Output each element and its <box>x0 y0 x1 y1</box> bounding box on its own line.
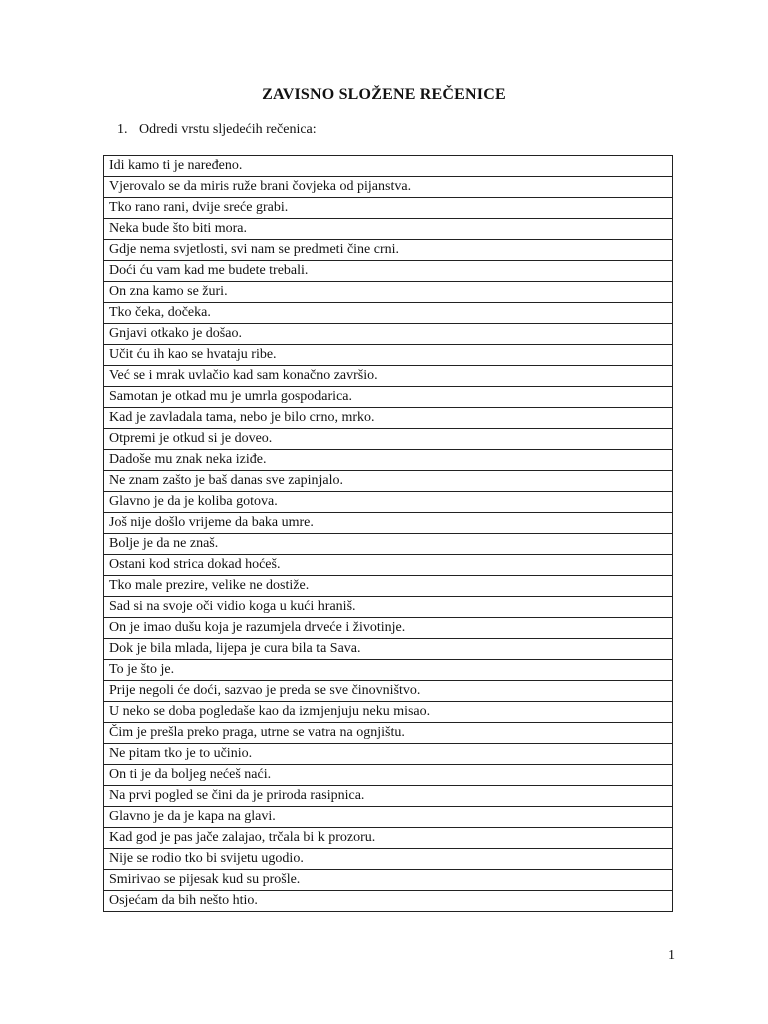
sentence-cell: Dok je bila mlada, lijepa je cura bila ta Sava. <box>104 639 673 660</box>
table-row <box>104 828 673 849</box>
sentence-cell: Gdje nema svjetlosti, svi nam se predmeti čine crni. <box>104 240 673 261</box>
sentence-cell: Tko rano rani, dvije sreće grabi. <box>104 198 673 219</box>
task-instruction <box>117 122 317 138</box>
sentence-cell: Dadoše mu znak neka iziđe. <box>104 450 673 471</box>
table-row <box>104 534 673 555</box>
table-row <box>104 345 673 366</box>
table-row <box>104 324 673 345</box>
table-row <box>104 450 673 471</box>
table-row <box>104 870 673 891</box>
table-row <box>104 891 673 912</box>
sentence-cell: Gnjavi otkako je došao. <box>104 324 673 345</box>
table-row <box>104 198 673 219</box>
sentence-cell: Nije se rodio tko bi svijetu ugodio. <box>104 849 673 870</box>
table-row <box>104 366 673 387</box>
table-row <box>104 723 673 744</box>
sentence-cell: Tko čeka, dočeka. <box>104 303 673 324</box>
page-number: 1 <box>668 948 675 963</box>
table-row <box>104 849 673 870</box>
table-row <box>104 744 673 765</box>
sentence-cell: Tko male prezire, velike ne dostiže. <box>104 576 673 597</box>
sentence-cell: Kad god je pas jače zalajao, trčala bi k prozoru. <box>104 828 673 849</box>
sentence-cell: Idi kamo ti je naređeno. <box>104 156 673 177</box>
sentence-cell: Prije negoli će doći, sazvao je preda se sve činovništvo. <box>104 681 673 702</box>
sentence-cell: Ne znam zašto je baš danas sve zapinjalo. <box>104 471 673 492</box>
sentence-cell: Kad je zavladala tama, nebo je bilo crno, mrko. <box>104 408 673 429</box>
sentence-cell: Čim je prešla preko praga, utrne se vatra na ognjištu. <box>104 723 673 744</box>
task-text: Odredi vrstu sljedećih rečenica: <box>139 122 317 137</box>
table-row <box>104 387 673 408</box>
sentence-table <box>103 155 673 912</box>
table-row <box>104 156 673 177</box>
table-row <box>104 807 673 828</box>
table-row <box>104 555 673 576</box>
sentence-cell: Ostani kod strica dokad hoćeš. <box>104 555 673 576</box>
table-row <box>104 177 673 198</box>
table-row <box>104 786 673 807</box>
table-row <box>104 303 673 324</box>
sentence-cell: Na prvi pogled se čini da je priroda rasipnica. <box>104 786 673 807</box>
table-row <box>104 261 673 282</box>
sentence-cell: On je imao dušu koja je razumjela drveće i životinje. <box>104 618 673 639</box>
task-number: 1. <box>117 122 128 137</box>
sentence-cell: On zna kamo se žuri. <box>104 282 673 303</box>
table-row <box>104 219 673 240</box>
sentence-cell: Bolje je da ne znaš. <box>104 534 673 555</box>
sentence-cell: Smirivao se pijesak kud su prošle. <box>104 870 673 891</box>
table-row <box>104 471 673 492</box>
table-row <box>104 408 673 429</box>
sentence-cell: Neka bude što biti mora. <box>104 219 673 240</box>
table-row <box>104 513 673 534</box>
sentence-cell: Vjerovalo se da miris ruže brani čovjeka od pijanstva. <box>104 177 673 198</box>
sentence-cell: To je što je. <box>104 660 673 681</box>
sentence-cell: Glavno je da je koliba gotova. <box>104 492 673 513</box>
table-row <box>104 597 673 618</box>
table-row <box>104 681 673 702</box>
table-row <box>104 660 673 681</box>
table-row <box>104 618 673 639</box>
sentence-cell: Sad si na svoje oči vidio koga u kući hraniš. <box>104 597 673 618</box>
sentence-cell: Osjećam da bih nešto htio. <box>104 891 673 912</box>
sentence-cell: Glavno je da je kapa na glavi. <box>104 807 673 828</box>
table-row <box>104 282 673 303</box>
sentence-cell: Otpremi je otkud si je doveo. <box>104 429 673 450</box>
sentence-cell: Ne pitam tko je to učinio. <box>104 744 673 765</box>
table-row <box>104 429 673 450</box>
table-row <box>104 702 673 723</box>
sentence-cell: U neko se doba pogledaše kao da izmjenjuju neku misao. <box>104 702 673 723</box>
table-row <box>104 492 673 513</box>
sentence-cell: Doći ću vam kad me budete trebali. <box>104 261 673 282</box>
sentence-cell: Još nije došlo vrijeme da baka umre. <box>104 513 673 534</box>
page-title: ZAVISNO SLOŽENE REČENICE <box>262 86 506 103</box>
sentence-cell: Samotan je otkad mu je umrla gospodarica. <box>104 387 673 408</box>
table-row <box>104 765 673 786</box>
sentence-cell: Učit ću ih kao se hvataju ribe. <box>104 345 673 366</box>
sentence-cell: Već se i mrak uvlačio kad sam konačno završio. <box>104 366 673 387</box>
table-row <box>104 576 673 597</box>
table-row <box>104 639 673 660</box>
sentence-cell: On ti je da boljeg nećeš naći. <box>104 765 673 786</box>
table-row <box>104 240 673 261</box>
